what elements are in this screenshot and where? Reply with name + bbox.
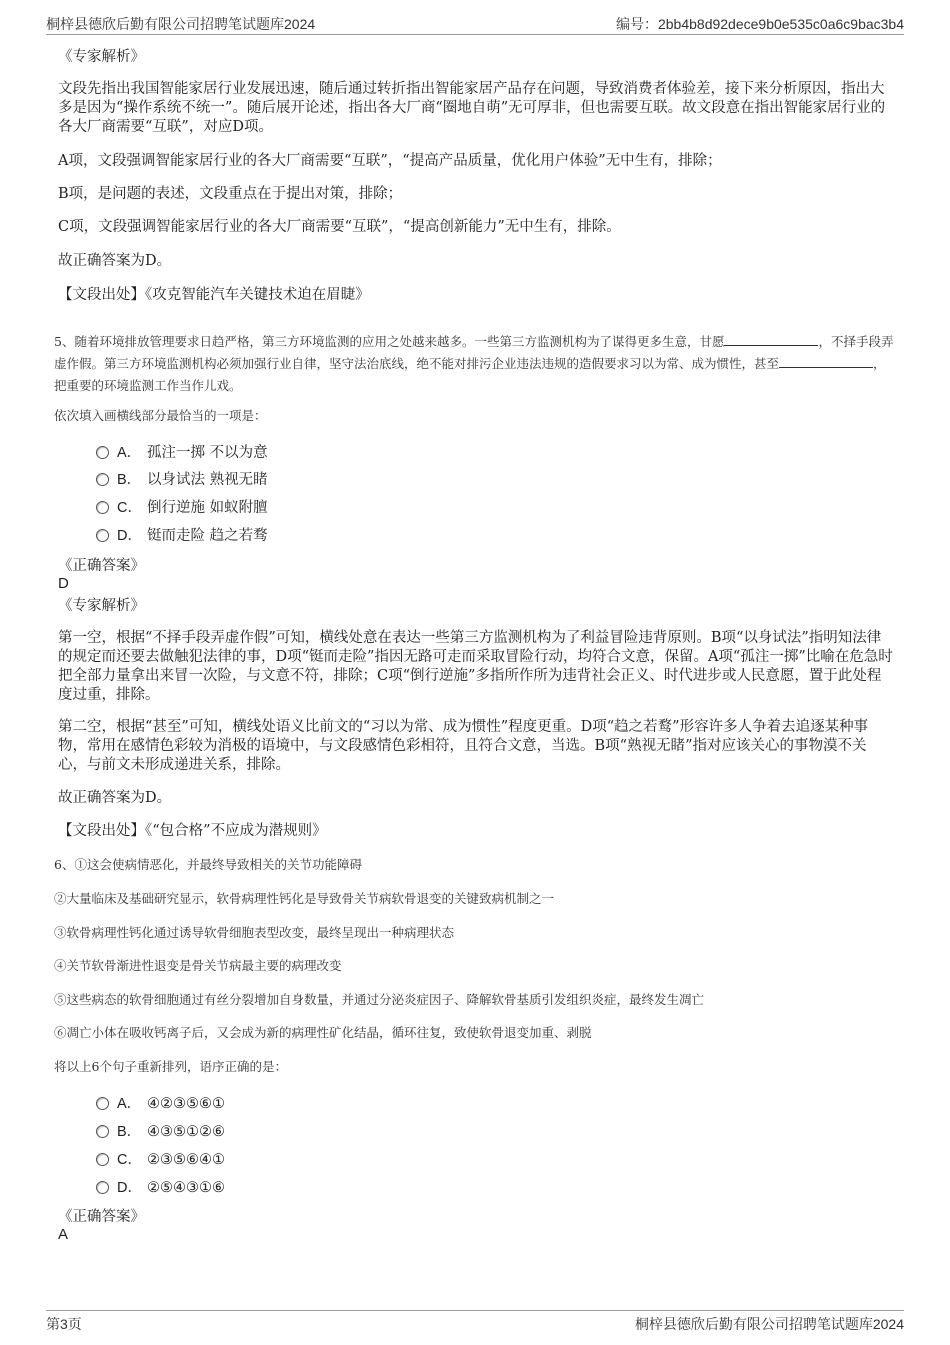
radio-icon[interactable] xyxy=(96,446,109,459)
radio-icon[interactable] xyxy=(96,1153,109,1166)
q6-prompt: 将以上6个句子重新排列，语序正确的是： xyxy=(54,1059,287,1074)
q4-analysis-p1: 文段先指出我国智能家居行业发展迅速，随后通过转折指出智能家居产品存在问题，导致消费者体验差，接下来分析原因，指出大多是因为“操作系统不统一”。随后展开论述，指出各大厂商“圈地自萌”无可厚非，但也需要互联。故文段意在指出智能家居行业的各大厂商需要“互联”，对应D项。 xyxy=(58,81,886,135)
q6-sentence-1: 6、①这会使病情恶化，并最终导致相关的关节功能障碍 xyxy=(54,857,362,872)
q4-source: 【文段出处】《攻克智能汽车关键技术迫在眉睫》 xyxy=(58,287,370,303)
q6-option-b[interactable]: B． ④③⑤①②⑥ xyxy=(96,1122,225,1142)
q4-expert-label: 《专家解析》 xyxy=(58,49,145,65)
radio-icon[interactable] xyxy=(96,473,109,486)
q4-analysis-a: A项，文段强调智能家居行业的各大厂商需要“互联”，“提高产品质量，优化用户体验”无中生有，排除； xyxy=(58,153,722,169)
q5-analysis-p1: 第一空，根据“不择手段弄虚作假”可知，横线处意在表达一些第三方监测机构为了利益冒险违背原则。B项“以身试法”指明知法律的规定而还要去做触犯法律的事，D项“铤而走险”指因无路可走而采取冒险行动，均符合文意，保留。A项“孤注一掷”比喻在危急时把全部力量拿出来冒一次险，与文意不符，排除；C项“倒行逆施”多指所作所为违背社会正义、时代进步或人民意愿，置于此处程度过重，排除。 xyxy=(58,630,893,703)
q4-conclusion: 故正确答案为D。 xyxy=(58,253,172,269)
q5-option-a[interactable]: A． 孤注一掷 不以为意 xyxy=(96,443,268,463)
q5-stem-part1: 5、随着环境排放管理要求日趋严格，第三方环境监测的应用之处越来越多。一些第三方监测机构为了谋得更多生意，甘愿 xyxy=(54,334,725,349)
q6-answer: A xyxy=(58,1226,69,1243)
q6-sentence-5: ⑤这些病态的软骨细胞通过有丝分裂增加自身数量，并通过分泌炎症因子、降解软骨基质引发组织炎症，最终发生凋亡 xyxy=(54,992,705,1007)
q5-option-d[interactable]: D． 铤而走险 趋之若骛 xyxy=(96,526,268,546)
q6-sentence-2: ②大量临床及基础研究显示，软骨病理性钙化是导致骨关节病软骨退变的关键致病机制之一 xyxy=(54,891,555,906)
q6-sentence-6: ⑥凋亡小体在吸收钙离子后，又会成为新的病理性矿化结晶，循环往复，致使软骨退变加重、剥脱 xyxy=(54,1025,592,1040)
q5-answer: D xyxy=(58,575,69,592)
q4-analysis-b: B项，是问题的表述，文段重点在于提出对策，排除； xyxy=(58,186,403,202)
q5-stem-part2: ，不择手段弄虚作假。第三方环境监测机构必须加强行业自律，坚守法治底线，绝不能对排污企业违法违规的造假要求习以为常、成为惯性，甚至 xyxy=(54,334,894,371)
radio-icon[interactable] xyxy=(96,1097,109,1110)
q4-analysis-c: C项，文段强调智能家居行业的各大厂商需要“互联”，“提高创新能力”无中生有，排除。 xyxy=(58,219,621,235)
header-code: 编号：2bb4b8d92dece9b0e535c0a6c9bac3b4 xyxy=(615,16,904,32)
q5-answer-label: 《正确答案》 xyxy=(58,558,145,574)
q5-blank-2 xyxy=(779,354,873,368)
page-footer xyxy=(46,1314,904,1336)
radio-icon[interactable] xyxy=(96,1125,109,1138)
q5-option-c[interactable]: C． 倒行逆施 如蚁附膻 xyxy=(96,498,268,518)
q5-analysis-p2: 第二空，根据“甚至”可知，横线处语义比前文的“习以为常、成为惯性”程度更重。D项“趋之若鹜”形容许多人争着去追逐某种事物，常用在感情色彩较为消极的语境中，与文段感情色彩相符，且符合文意，当选。B项“熟视无睹”指对应该关心的事物漠不关心，与前文未形成递进关系，排除。 xyxy=(58,719,869,773)
q5-source: 【文段出处】《“包合格”不应成为潜规则》 xyxy=(58,823,327,839)
q5-stem xyxy=(54,331,894,397)
q6-option-a[interactable]: A． ④②③⑤⑥① xyxy=(96,1094,225,1114)
radio-icon[interactable] xyxy=(96,501,109,514)
q5-blank-1 xyxy=(724,332,818,346)
header-divider xyxy=(46,34,904,35)
q6-option-d[interactable]: D． ②⑤④③①⑥ xyxy=(96,1178,225,1198)
q6-answer-label: 《正确答案》 xyxy=(58,1209,145,1225)
header-title: 桐梓县德欣后勤有限公司招聘笔试题库2024 xyxy=(46,16,316,32)
q5-option-b[interactable]: B． 以身试法 熟视无睹 xyxy=(96,470,268,490)
radio-icon[interactable] xyxy=(96,1181,109,1194)
q5-expert-label: 《专家解析》 xyxy=(58,598,145,614)
q6-option-c[interactable]: C． ②③⑤⑥④① xyxy=(96,1150,225,1170)
footer-divider xyxy=(46,1310,904,1311)
q6-sentence-4: ④关节软骨渐进性退变是骨关节病最主要的病理改变 xyxy=(54,958,342,973)
q5-prompt: 依次填入画横线部分最恰当的一项是： xyxy=(54,408,267,423)
q6-sentence-3: ③软骨病理性钙化通过诱导软骨细胞表型改变，最终呈现出一种病理状态 xyxy=(54,925,455,940)
page-number: 第3页 xyxy=(46,1316,82,1332)
page-header xyxy=(46,14,904,36)
footer-title: 桐梓县德欣后勤有限公司招聘笔试题库2024 xyxy=(634,1316,904,1332)
radio-icon[interactable] xyxy=(96,529,109,542)
q5-conclusion: 故正确答案为D。 xyxy=(58,790,172,806)
q5-stem-part3: ，把重要的环境监测工作当作儿戏。 xyxy=(54,356,886,393)
